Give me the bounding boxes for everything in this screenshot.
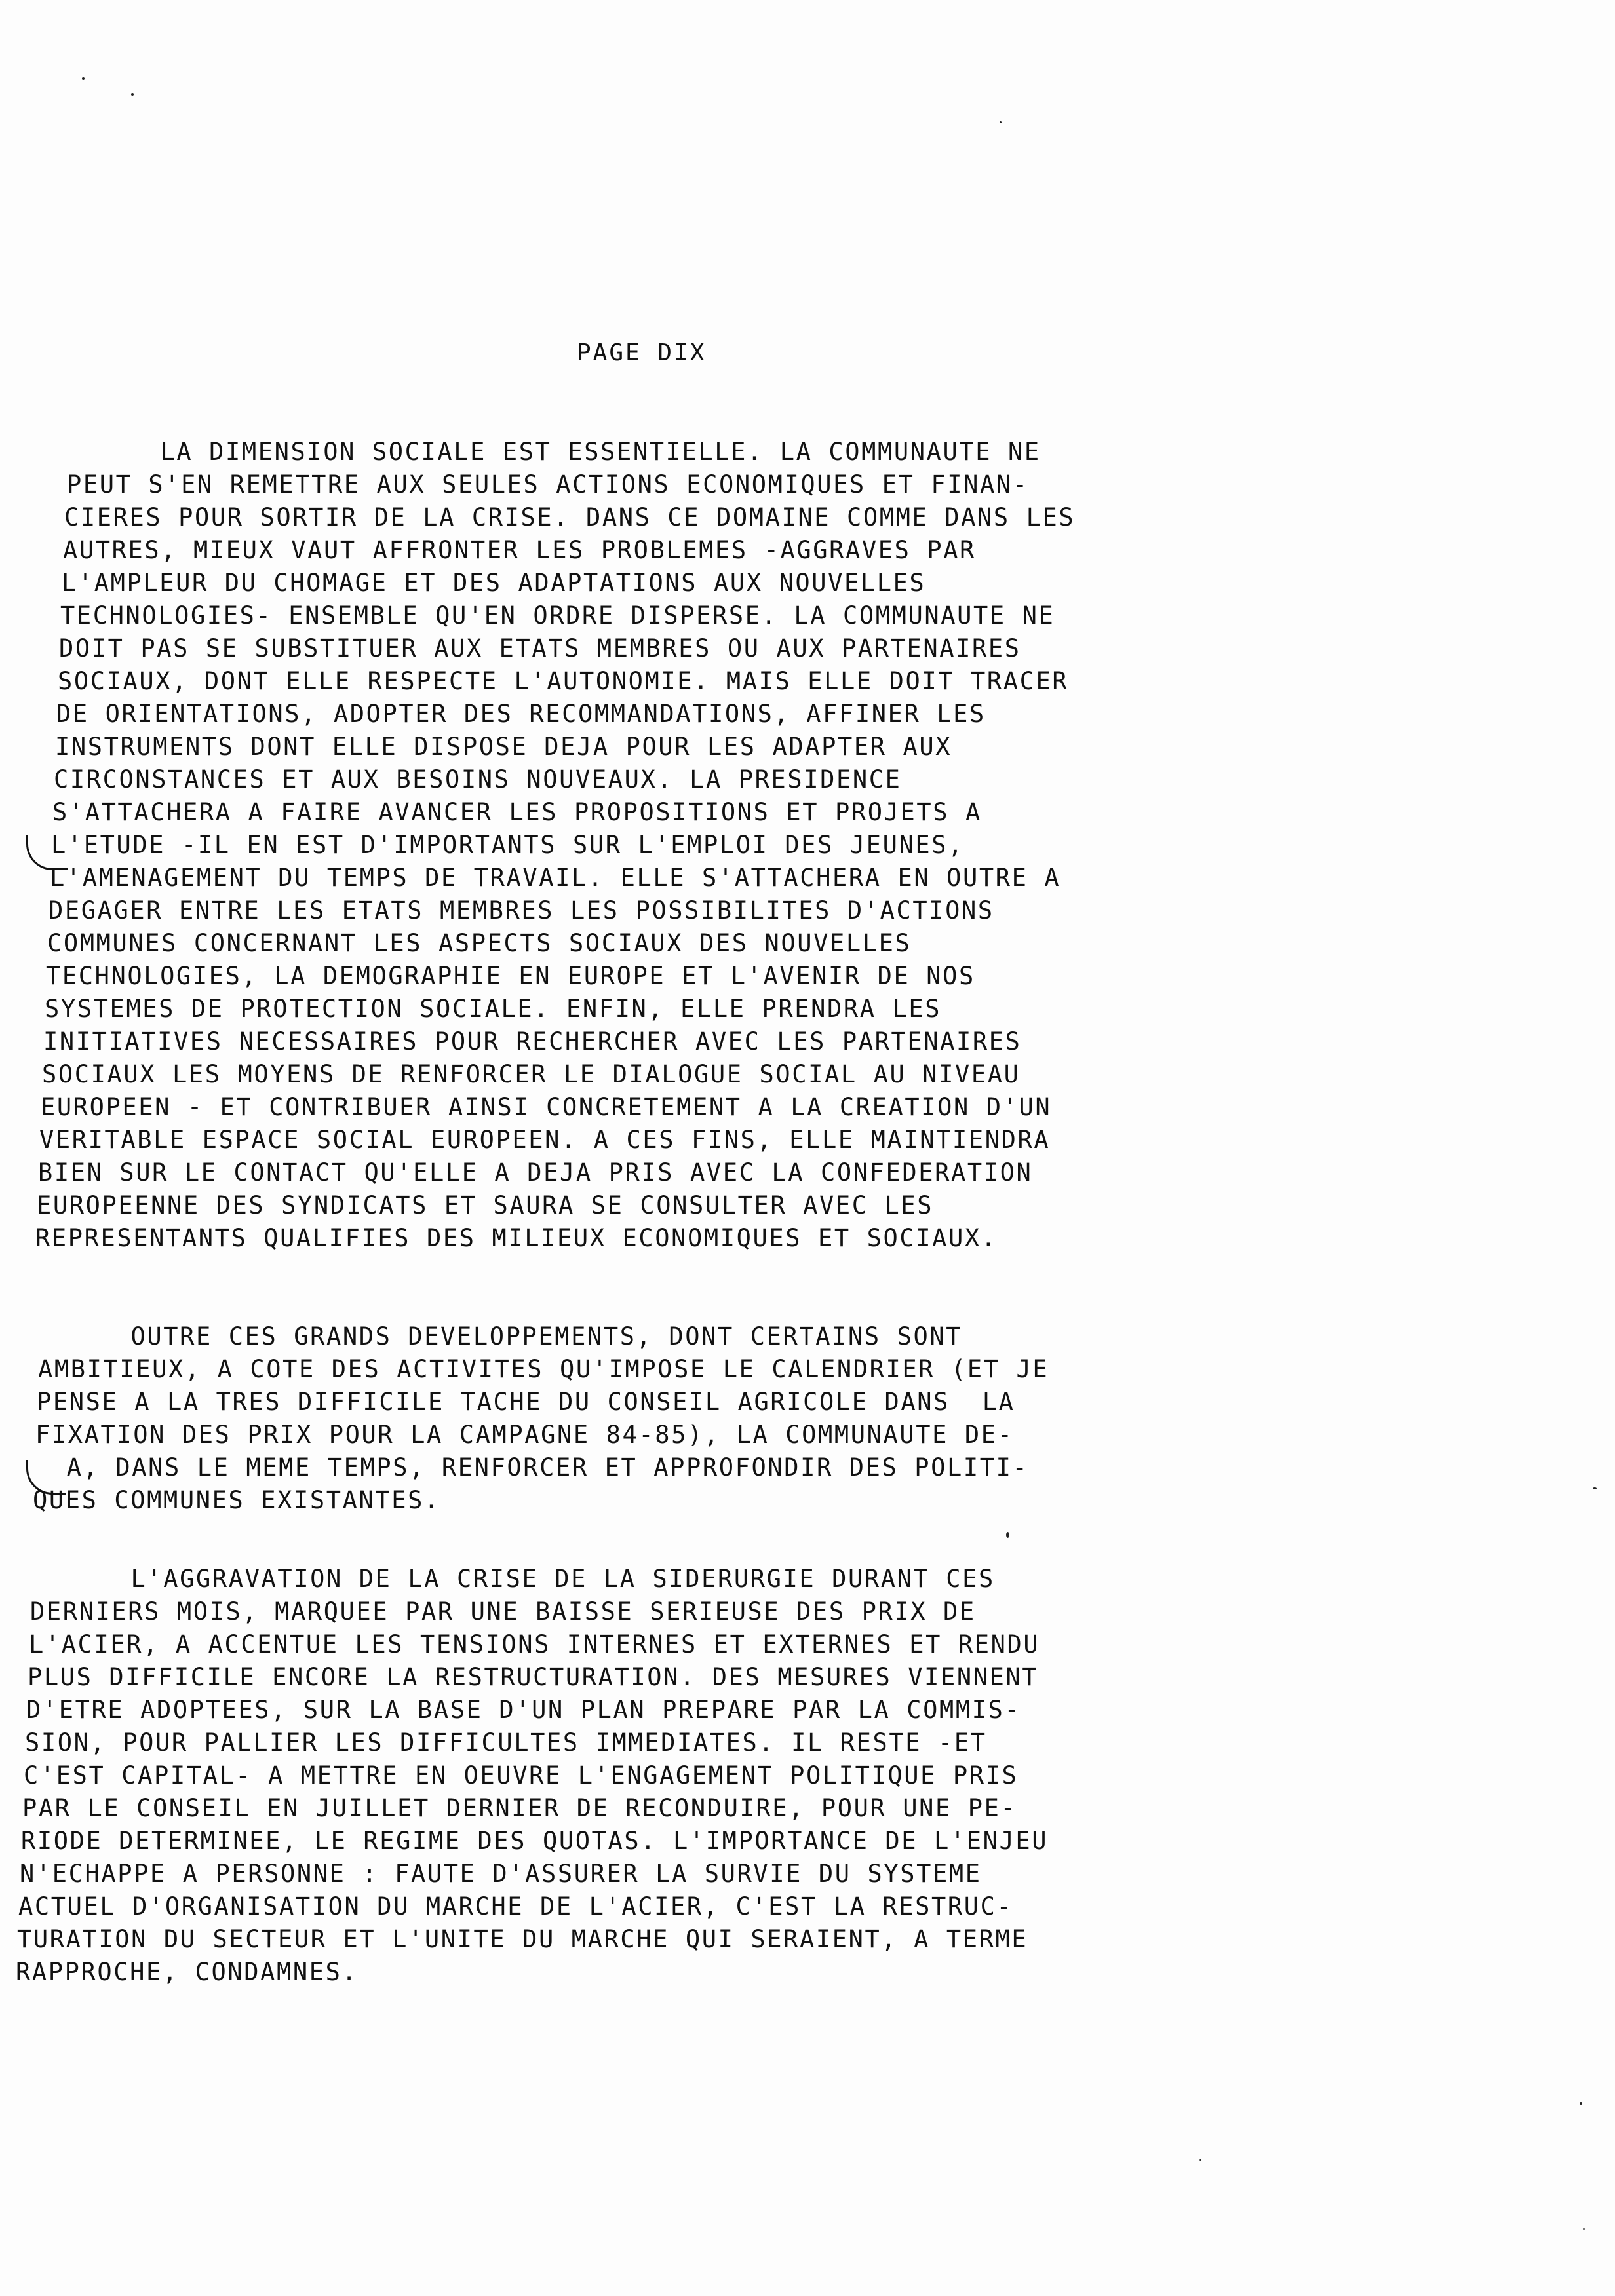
text-line: PAR LE CONSEIL EN JUILLET DERNIER DE RECONDUIRE, POUR UNE PE- [22,1794,1017,1822]
text-line: TECHNOLOGIES- ENSEMBLE QU'EN ORDRE DISPERSE. LA COMMUNAUTE NE [60,602,1055,630]
text-line: DERNIERS MOIS, MARQUEE PAR UNE BAISSE SERIEUSE DES PRIX DE [30,1598,976,1626]
text-line: DOIT PAS SE SUBSTITUER AUX ETATS MEMBRES OU AUX PARTENAIRES [59,634,1021,662]
text-line: OUTRE CES GRANDS DEVELOPPEMENTS, DONT CERTAINS SONT [66,1322,963,1350]
text-line: L'AGGRAVATION DE LA CRISE DE LA SIDERURGIE DURANT CES [66,1565,995,1593]
text-line: L'ACIER, A ACCENTUE LES TENSIONS INTERNES ET EXTERNES ET RENDU [29,1630,1040,1658]
scan-speck [1583,2228,1585,2230]
text-line: PENSE A LA TRES DIFFICILE TACHE DU CONSEIL AGRICOLE DANS LA [37,1388,1015,1416]
scan-speck [1000,121,1002,123]
text-line: COMMUNES CONCERNANT LES ASPECTS SOCIAUX DES NOUVELLES [47,929,912,957]
scan-speck [1593,1487,1597,1489]
text-line: INSTRUMENTS DONT ELLE DISPOSE DEJA POUR LES ADAPTER AUX [55,733,952,761]
text-line: RIODE DETERMINEE, LE REGIME DES QUOTAS. L'IMPORTANCE DE L'ENJEU [21,1827,1049,1855]
margin-bracket-mark [26,835,68,870]
text-line: AMBITIEUX, A COTE DES ACTIVITES QU'IMPOSE LE CALENDRIER (ET JE [38,1355,1049,1383]
text-line: DEGAGER ENTRE LES ETATS MEMBRES LES POSSIBILITES D'ACTIONS [49,896,994,925]
text-line: RAPPROCHE, CONDAMNES. [16,1958,359,1986]
text-line: D'ETRE ADOPTEES, SUR LA BASE D'UN PLAN PREPARE PAR LA COMMIS- [26,1696,1021,1724]
text-line: AUTRES, MIEUX VAUT AFFRONTER LES PROBLEMES -AGGRAVES PAR [63,536,977,564]
text-line: EUROPEEN - ET CONTRIBUER AINSI CONCRETEMENT A LA CREATION D'UN [41,1093,1052,1121]
text-line: QUES COMMUNES EXISTANTES. [33,1486,440,1514]
text-line: PEUT S'EN REMETTRE AUX SEULES ACTIONS ECONOMIQUES ET FINAN- [67,470,1029,499]
text-line: PLUS DIFFICILE ENCORE LA RESTRUCTURATION. DES MESURES VIENNENT [28,1663,1039,1691]
text-line: TECHNOLOGIES, LA DEMOGRAPHIE EN EUROPE ET L'AVENIR DE NOS [46,962,975,990]
text-line: CIERES POUR SORTIR DE LA CRISE. DANS CE DOMAINE COMME DANS LES [64,503,1076,531]
text-line: DE ORIENTATIONS, ADOPTER DES RECOMMANDATIONS, AFFINER LES [56,700,986,728]
text-line: BIEN SUR LE CONTACT QU'ELLE A DEJA PRIS AVEC LA CONFEDERATION [38,1158,1033,1187]
text-line: LA DIMENSION SOCIALE EST ESSENTIELLE. LA COMMUNAUTE NE [95,438,1041,466]
text-line: SION, POUR PALLIER LES DIFFICULTES IMMEDIATES. IL RESTE -ET [25,1729,987,1757]
text-line: REPRESENTANTS QUALIFIES DES MILIEUX ECONOMIQUES ET SOCIAUX. [35,1224,998,1252]
text-line: N'ECHAPPE A PERSONNE : FAUTE D'ASSURER LA SURVIE DU SYSTEME [20,1860,982,1888]
text-line: SYSTEMES DE PROTECTION SOCIALE. ENFIN, ELLE PRENDRA LES [45,995,942,1023]
text-line: SOCIAUX LES MOYENS DE RENFORCER LE DIALOGUE SOCIAL AU NIVEAU [42,1060,1021,1088]
text-line: FIXATION DES PRIX POUR LA CAMPAGNE 84-85), LA COMMUNAUTE DE- [35,1421,1014,1449]
scan-speck [82,77,85,80]
text-line: SOCIAUX, DONT ELLE RESPECTE L'AUTONOMIE. MAIS ELLE DOIT TRACER [58,667,1069,695]
text-line: INITIATIVES NECESSAIRES POUR RECHERCHER AVEC LES PARTENAIRES [43,1027,1022,1056]
scan-speck [1199,2159,1201,2161]
page-header: PAGE DIX [577,339,707,366]
text-line: L'AMENAGEMENT DU TEMPS DE TRAVAIL. ELLE S'ATTACHERA EN OUTRE A [50,864,1061,892]
text-line: EUROPEENNE DES SYNDICATS ET SAURA SE CONSULTER AVEC LES [37,1191,934,1219]
scan-speck [1580,2102,1582,2105]
scan-speck [1006,1532,1009,1538]
text-line: VERITABLE ESPACE SOCIAL EUROPEEN. A CES FINS, ELLE MAINTIENDRA [39,1126,1051,1154]
scan-speck [131,93,134,96]
text-line: ACTUEL D'ORGANISATION DU MARCHE DE L'ACIER, C'EST LA RESTRUC- [18,1892,1013,1921]
text-line: CIRCONSTANCES ET AUX BESOINS NOUVEAUX. LA PRESIDENCE [54,765,902,794]
text-line: L'AMPLEUR DU CHOMAGE ET DES ADAPTATIONS AUX NOUVELLES [62,569,926,597]
text-line: L'ETUDE -IL EN EST D'IMPORTANTS SUR L'EMPLOI DES JEUNES, [51,831,965,859]
text-line: A, DANS LE MEME TEMPS, RENFORCER ET APPROFONDIR DES POLITI- [34,1453,1029,1482]
text-line: TURATION DU SECTEUR ET L'UNITE DU MARCHE QUI SERAIENT, A TERME [17,1925,1028,1953]
text-line: C'EST CAPITAL- A METTRE EN OEUVRE L'ENGAGEMENT POLITIQUE PRIS [24,1761,1019,1789]
text-line: S'ATTACHERA A FAIRE AVANCER LES PROPOSITIONS ET PROJETS A [52,798,982,826]
